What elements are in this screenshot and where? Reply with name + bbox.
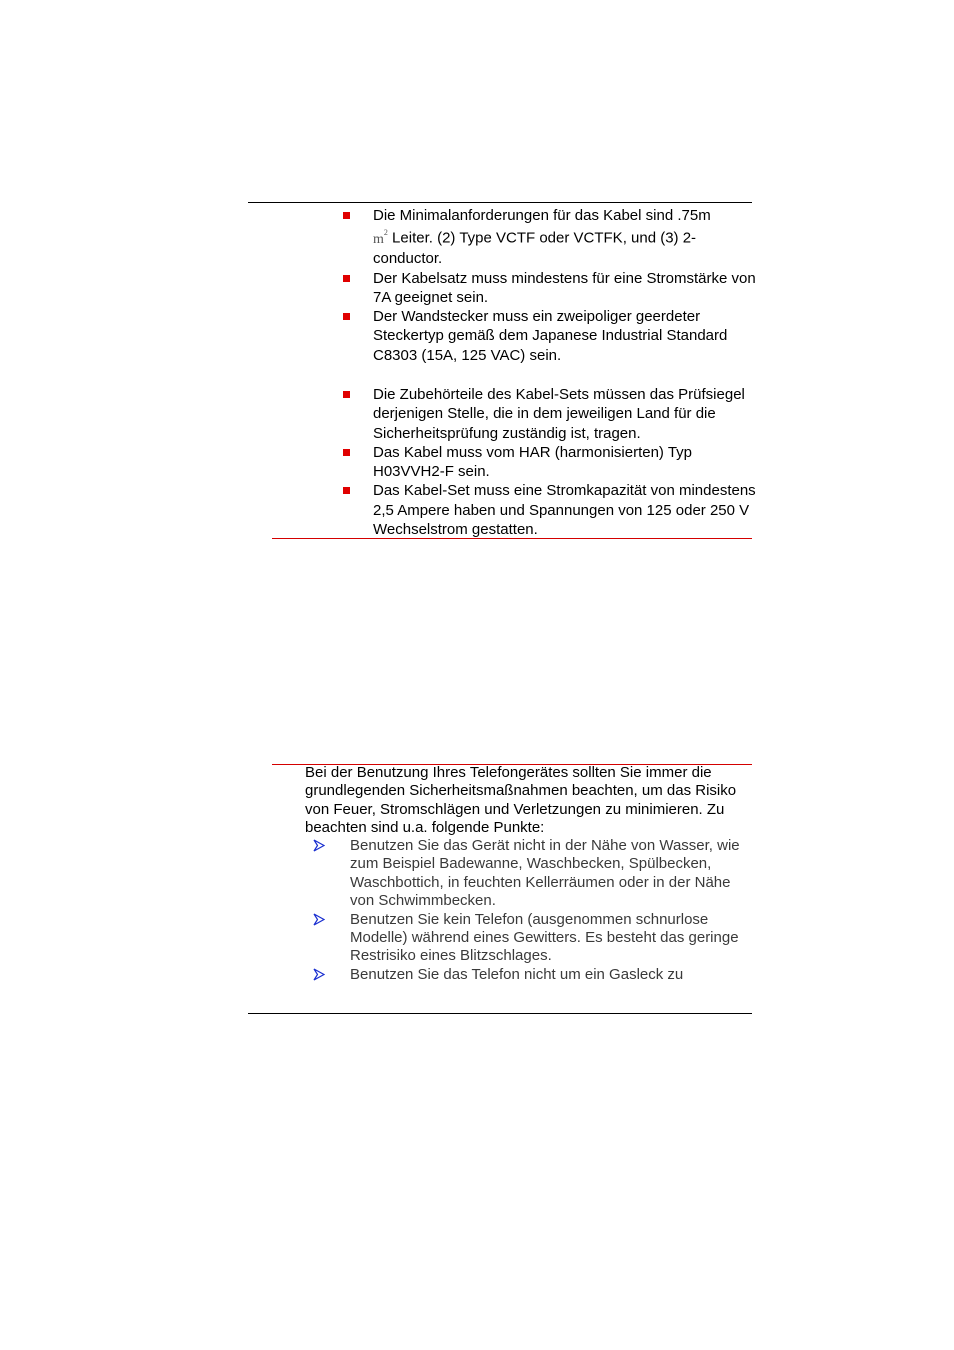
unit-letter: m <box>373 231 384 247</box>
item-text: Benutzen Sie kein Telefon (ausgenommen schnurlose Modelle) während eines Gewitters. Es besteht das geringe Restrisiko eines Blitzschlages. <box>350 910 739 965</box>
item-text: Das Kabel muss vom HAR (harmonisierten) Typ H03VVH2-F sein. <box>373 443 692 481</box>
bottom-rule <box>248 1013 752 1014</box>
list-item <box>340 385 760 443</box>
top-rule <box>248 202 752 203</box>
item-text: Die Zubehörteile des Kabel-Sets müssen das Prüfsiegel derjenigen Stelle, die in dem jeweiligen Land für die Sicherheitsprüfung zuständig ist, tragen. <box>373 386 745 442</box>
list-item <box>340 443 760 482</box>
item-text: Der Wandstecker muss ein zweipoliger geerdeter Steckertyp gemäß dem Japanese Industrial Standard C8303 (15A, 125 VAC) sein. <box>373 308 728 364</box>
square-bullet-icon <box>343 212 350 219</box>
list-item <box>313 966 753 984</box>
item-text-b: Leiter. (2) Type VCTF oder VCTFK, und (3) 2-conductor. <box>373 229 697 268</box>
square-bullet-icon <box>343 391 350 398</box>
square-bullet-icon <box>343 487 350 494</box>
square-bullet-icon <box>343 275 350 282</box>
item-text: Benutzen Sie das Gerät nicht in der Nähe von Wasser, wie zum Beispiel Badewanne, Waschbecken, Spülbecken, Waschbottich, in feuchten Kellerräumen oder in der Nähe von Schwimmbecken. <box>350 837 740 910</box>
arrow-bullet-icon <box>313 913 325 926</box>
list-item <box>313 837 753 911</box>
item-text: Benutzen Sie das Telefon nicht um ein Gasleck zu <box>350 965 684 983</box>
safety-list <box>313 837 753 984</box>
arrow-bullet-icon <box>313 839 325 852</box>
safety-intro: Bei der Benutzung Ihres Telefongerätes sollten Sie immer die grundlegenden Sicherheitsmaßnahmen beachten, um das Risiko von Feuer, Stromschlägen und Verletzungen zu minimieren. Zu beachten sind u.a. folgende Punkte: <box>305 764 737 837</box>
power-cord-list-1 <box>340 206 760 365</box>
arrow-bullet-icon <box>313 968 325 981</box>
item-text-a: Die Minimalanforderungen für das Kabel sind .75m <box>373 207 711 224</box>
unit-m2 <box>373 228 388 247</box>
list-item <box>340 206 760 269</box>
power-cord-list-2 <box>340 385 760 539</box>
square-bullet-icon <box>343 313 350 320</box>
list-item <box>340 481 760 539</box>
unit-superscript: 2 <box>383 228 388 238</box>
section-end-rule <box>272 538 752 539</box>
list-item <box>313 911 753 966</box>
list-item <box>340 269 760 308</box>
item-text: Der Kabelsatz muss mindestens für eine Stromstärke von 7A geeignet sein. <box>373 269 756 306</box>
item-text: Das Kabel-Set muss eine Stromkapazität von mindestens 2,5 Ampere haben und Spannungen von 125 oder 250 V Wechselstrom gestatten. <box>373 482 756 539</box>
square-bullet-icon <box>343 449 350 456</box>
list-item <box>340 307 760 365</box>
